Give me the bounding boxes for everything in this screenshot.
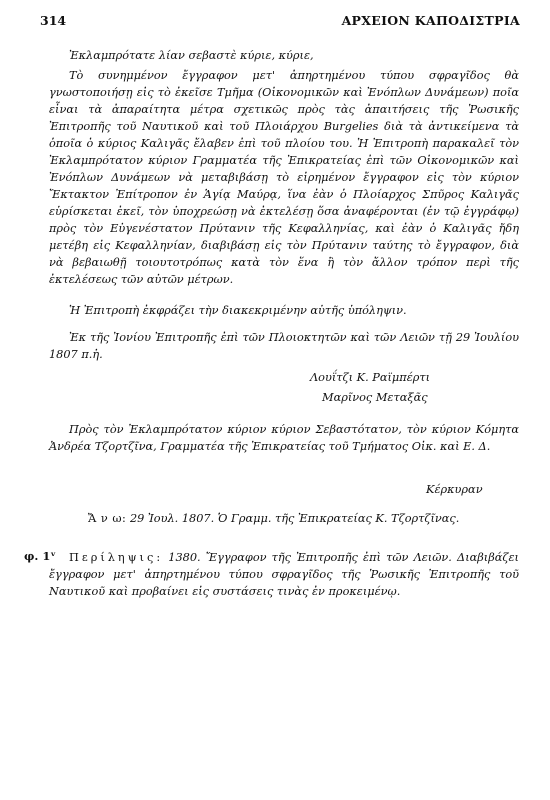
running-head: ΑΡΧΕΙΟΝ ΚΑΠΟΔΙΣΤΡΙΑ (341, 13, 520, 28)
received-label: Ἄ ν ω: (88, 512, 127, 525)
destination-city: Κέρκυραν (426, 483, 483, 496)
signature-raiberti: Λουΐτζι Κ. Ραϊμπέρτι (310, 371, 431, 384)
closing-line: Ἡ Ἐπιτροπὴ ἐκφράζει τὴν διακεκριμένην αὐτῆς ὑπόληψιν. (69, 304, 407, 317)
summary-block (49, 549, 519, 600)
letter-body: Τὸ συνημμένον ἔγγραφον μετ' ἀπηρτημένου τύπου σφραγῖδος θὰ γνωστοποιήσῃ εἰς τὸ ἐκεῖσε Τμῆμα (Οἰκονομικῶν καὶ Ἐνόπλων Δυνάμεων) ποῖα εἶναι τὰ ἀπαραίτητα μέτρα σχετικῶς πρὸς τὰς ἀπαιτήσεις τῆς Ῥωσικῆς Ἐπιτροπῆς τοῦ Ναυτικοῦ καὶ τοῦ Πλοιάρχου Burgelies διὰ τὰ ἀντικείμενα τὰ ὁποῖα ὁ κύριος Καλιγᾶς ἔλαβεν ἐπὶ τοῦ πλοίου του. Ἡ Ἐπιτροπὴ παρακαλεῖ τὸν Ἐκλαμπρότατον κύριον Γραμματέα τῆς Ἐπικρατείας ἐπὶ τῶν Οἰκονομικῶν καὶ Ἐνόπλων Δυνάμεων νὰ μεταβιβάσῃ τὸ εἰρημένον ἔγγραφον εἰς τὸν κύριον Ἔκτακτον Ἐπίτροπον ἐν Ἁγίᾳ Μαύρᾳ, ἵνα ἐὰν ὁ Πλοίαρχος Σπῦρος Καλιγᾶς εὑρίσκεται ἐκεῖ, τὸν ὑποχρεώσῃ νὰ ἐκτελέσῃ ὅσα ἀναφέρονται (ἐν τῷ ἐγγράφῳ) πρὸς τὸν Εὐγενέστατον Πρύτανιν τῆς Κεφαλληνίας, καὶ ἐὰν ὁ Καλιγᾶς ἤδη μετέβη εἰς Κεφαλληνίαν, διαβιβάσῃ εἰς τὸν Πρύτανιν ταύτης τὸ ἔγγραφον, διὰ νὰ βεβαιωθῇ τοιουτοτρόπως κατὰ τὸν ἕνα ἢ τὸν ἄλλον τρόπον περὶ τῆς ἐκτελέσεως τῶν αὐτῶν μέτρων. (49, 69, 519, 286)
summary-label: Περίληψις: (69, 551, 164, 564)
summary-text: 1380. Ἔγγραφον τῆς Ἐπιτροπῆς ἐπὶ τῶν Λειῶν. Διαβιβάζει ἔγγραφον μετ' ἀπηρτημένου τύπου σφραγῖδος τῆς Ῥωσικῆς Ἐπιτροπῆς τοῦ Ναυτικοῦ καὶ προβαίνει εἰς συστάσεις τινὰς ἐν προκειμένῳ. (49, 551, 519, 598)
folio-marker: φ. 1ᵛ (24, 549, 57, 563)
received-text: 29 Ἰουλ. 1807. Ὁ Γραμμ. τῆς Ἐπικρατείας Κ. Τζορτζῖνας. (129, 512, 460, 525)
received-note (88, 512, 459, 525)
place-date: Ἐκ τῆς Ἰονίου Ἐπιτροπῆς ἐπὶ τῶν Πλοιοκτητῶν καὶ τῶν Λειῶν τῇ 29 Ἰουλίου 1807 π.ἡ. (49, 331, 519, 361)
address-block: Πρὸς τὸν Ἐκλαμπρότατον κύριον κύριον Σεβαστότατον, τὸν κύριον Κόμητα Ἀνδρέα Τζορτζῖνα, Γραμματέα τῆς Ἐπικρατείας τοῦ Τμήματος Οἰκ. καὶ Ε. Δ. (49, 423, 519, 453)
salutation: Ἐκλαμπρότατε λίαν σεβαστὲ κύριε, κύριε, (69, 49, 314, 62)
signature-metaxas: Μαρῖνος Μεταξᾶς (322, 391, 428, 404)
page-number: 314 (40, 13, 67, 28)
